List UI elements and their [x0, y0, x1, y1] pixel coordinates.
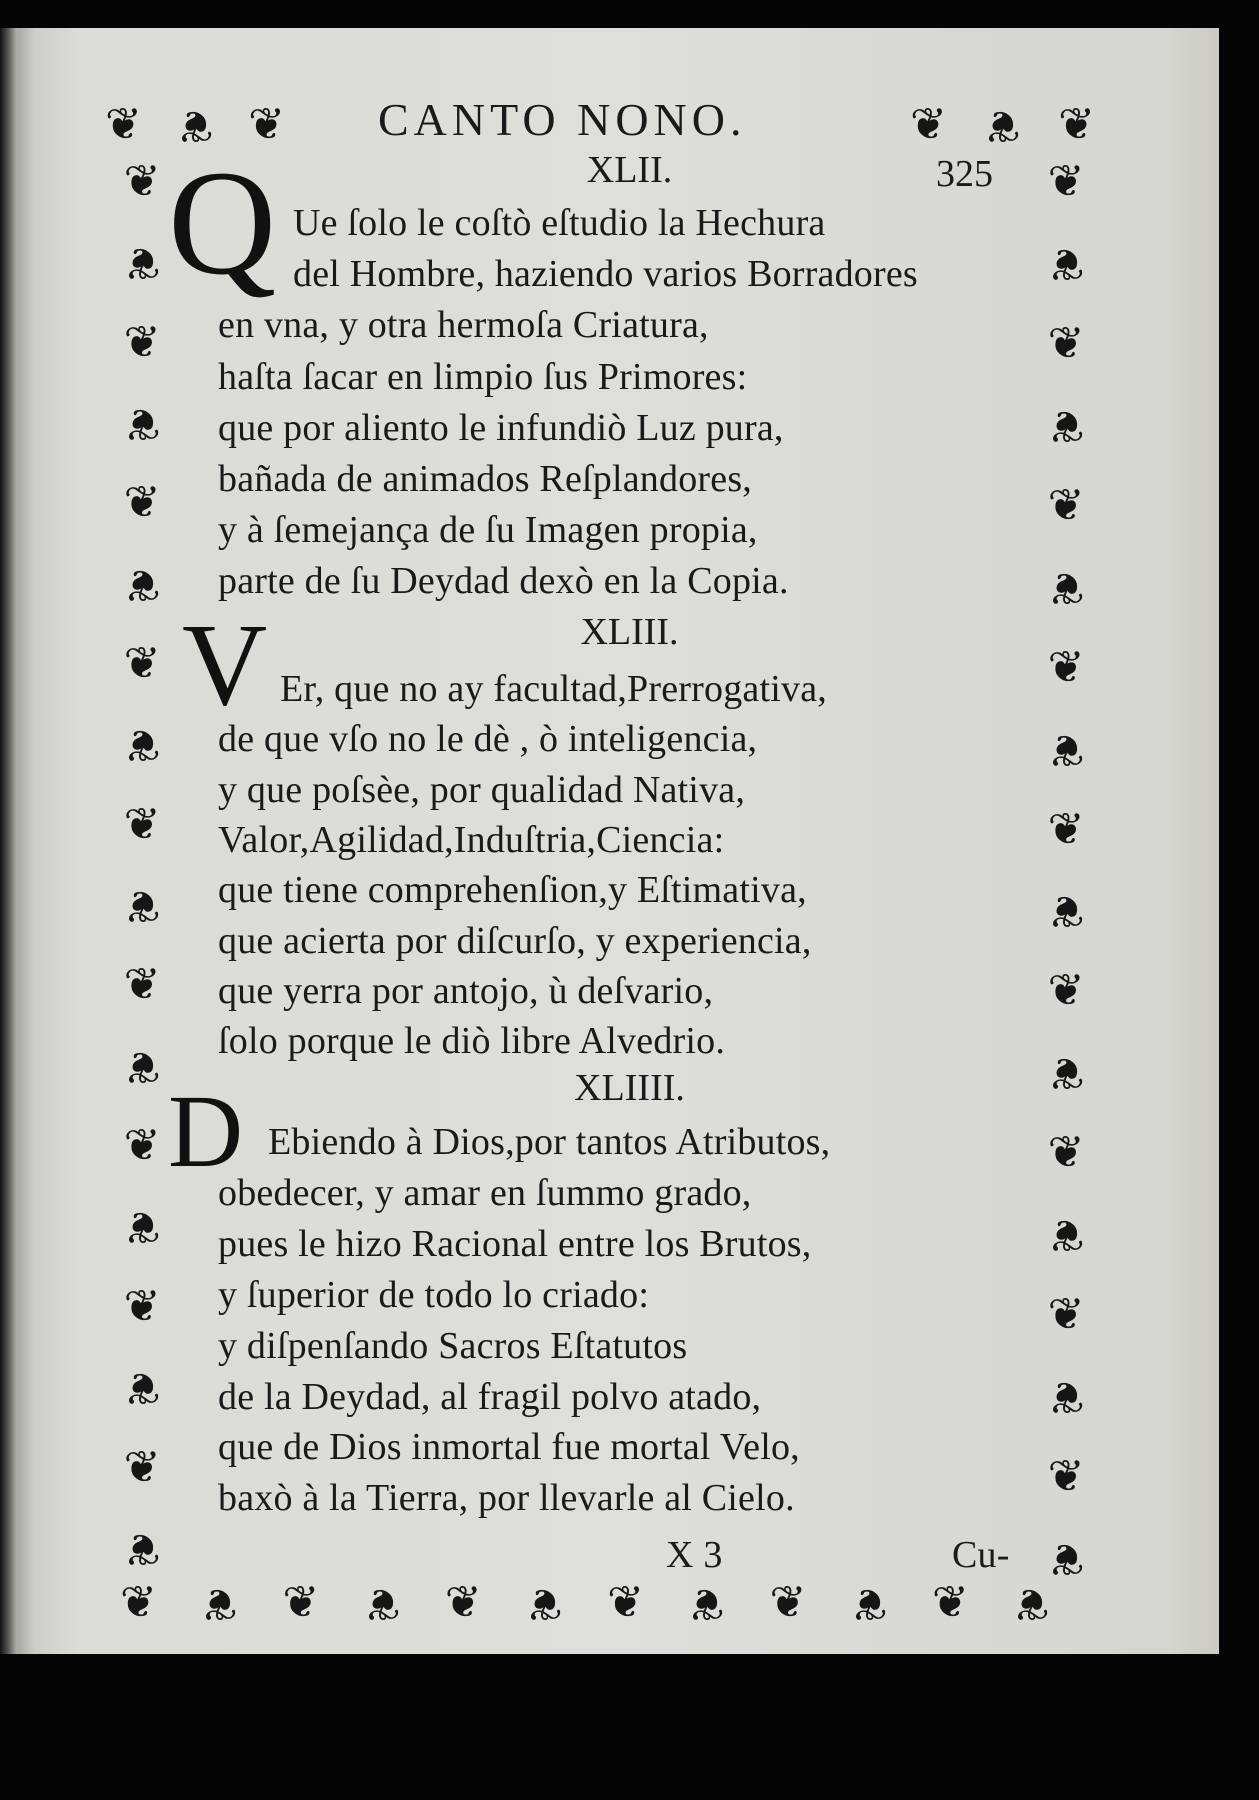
fleuron-icon: ❦ — [1047, 156, 1085, 207]
verse-line: Ue ſolo le coſtò eſtudio la Hechura — [293, 202, 826, 244]
verse-line: que por aliento le infundiò Luz pura, — [218, 406, 784, 449]
fleuron-icon: ❦ — [1047, 479, 1085, 531]
fleuron-icon: ❦ — [201, 1578, 239, 1629]
right-border-ornaments — [1036, 156, 1096, 1584]
fleuron-icon: ❦ — [1047, 1047, 1085, 1099]
fleuron-icon: ❦ — [123, 398, 161, 450]
fleuron-icon: ❦ — [1047, 1127, 1085, 1179]
fleuron-icon: ❦ — [1047, 1532, 1085, 1584]
fleuron-icon: ❦ — [984, 100, 1021, 151]
drop-cap: V — [182, 599, 268, 730]
fleuron-icon: ❦ — [525, 1578, 563, 1629]
page-number: 325 — [936, 153, 993, 195]
fleuron-icon: ❦ — [1047, 723, 1085, 775]
fleuron-icon: ❦ — [123, 477, 161, 529]
drop-cap: D — [168, 1074, 244, 1189]
fleuron-icon: ❦ — [1047, 1209, 1085, 1261]
verse-line: que tiene comprehenſion,y Eſtimativa, — [218, 869, 807, 912]
fleuron-icon: ❦ — [1047, 317, 1085, 369]
verse-line: obedecer, y amar en ſummo grado, — [218, 1171, 752, 1214]
fleuron-icon: ❦ — [1047, 641, 1085, 693]
fleuron-icon: ❦ — [769, 1577, 807, 1628]
fleuron-icon: ❦ — [1047, 561, 1085, 613]
fleuron-icon: ❦ — [1047, 965, 1085, 1017]
fleuron-icon: ❦ — [1047, 1289, 1085, 1341]
fleuron-icon: ❦ — [123, 558, 161, 610]
fleuron-icon: ❦ — [123, 1522, 161, 1574]
verse-line: que acierta por diſcurſo, y experiencia, — [218, 919, 812, 962]
fleuron-icon: ❦ — [931, 1577, 969, 1628]
verse-line: haſta ſacar en limpio ſus Primores: — [218, 355, 748, 398]
catchword: Cu- — [952, 1534, 1010, 1576]
fleuron-icon: ❦ — [123, 1441, 161, 1493]
verse-line: en vna, y otra hermoſa Criatura, — [218, 304, 709, 347]
fleuron-icon: ❦ — [1013, 1578, 1050, 1629]
verse-line: y à ſemejança de ſu Imagen propia, — [218, 509, 758, 552]
fleuron-icon: ❦ — [1047, 1371, 1085, 1423]
verse-line: que de Dios inmortal fue mortal Velo, — [218, 1426, 800, 1469]
verse-line: que yerra por antojo, ù deſvario, — [218, 969, 714, 1012]
fleuron-icon: ❦ — [1047, 885, 1085, 937]
fleuron-icon: ❦ — [1058, 99, 1095, 150]
fleuron-icon: ❦ — [688, 1578, 726, 1629]
fleuron-icon: ❦ — [105, 99, 142, 150]
verse-line: ſolo porque le diò libre Alvedrio. — [218, 1020, 726, 1063]
fleuron-icon: ❦ — [1047, 237, 1085, 289]
stanza-number: XLIII. — [580, 611, 679, 653]
fleuron-icon: ❦ — [123, 237, 161, 289]
fleuron-icon: ❦ — [1047, 803, 1085, 855]
running-head: CANTO NONO. — [378, 94, 747, 145]
verse-line: y ſuperior de todo lo criado: — [218, 1273, 650, 1316]
fleuron-icon: ❦ — [910, 99, 947, 150]
left-border-ornaments — [112, 156, 172, 1574]
fleuron-icon: ❦ — [123, 798, 161, 850]
fleuron-icon: ❦ — [444, 1577, 482, 1628]
fleuron-icon: ❦ — [123, 638, 161, 690]
fleuron-icon: ❦ — [850, 1578, 888, 1629]
fleuron-icon: ❦ — [123, 719, 161, 771]
fleuron-icon: ❦ — [123, 156, 161, 207]
verse-line: pues le hizo Racional entre los Brutos, — [218, 1222, 812, 1265]
fleuron-icon: ❦ — [123, 1280, 161, 1332]
verse-line: parte de ſu Deydad dexò en la Copia. — [218, 560, 789, 603]
fleuron-icon: ❦ — [123, 1120, 161, 1172]
signature-mark: X 3 — [666, 1534, 723, 1576]
fleuron-icon: ❦ — [1047, 1451, 1085, 1502]
verse-line: de la Deydad, al fragil polvo atado, — [218, 1375, 762, 1418]
verse-line: de que vſo no le dè , ò inteligencia, — [218, 718, 758, 761]
verse-line: Ebiendo à Dios,por tantos Atributos, — [268, 1121, 831, 1163]
fleuron-icon: ❦ — [120, 1577, 157, 1628]
verse-line: y que poſsèe, por qualidad Nativa, — [218, 768, 746, 811]
fleuron-icon: ❦ — [123, 1362, 161, 1414]
verse-line: Er, que no ay facultad,Prerrogativa, — [280, 668, 827, 710]
fleuron-icon: ❦ — [282, 1577, 320, 1628]
fleuron-icon: ❦ — [123, 316, 161, 368]
fleuron-icon: ❦ — [1047, 399, 1085, 451]
fleuron-icon: ❦ — [363, 1578, 401, 1629]
fleuron-icon: ❦ — [123, 1040, 161, 1092]
verse-line: y diſpenſando Sacros Eſtatutos — [218, 1324, 688, 1367]
fleuron-icon: ❦ — [123, 959, 161, 1011]
verse-line: del Hombre, haziendo varios Borradores — [293, 253, 918, 296]
drop-cap: Q — [168, 140, 277, 306]
fleuron-icon: ❦ — [248, 99, 285, 150]
fleuron-icon: ❦ — [123, 1201, 161, 1253]
fleuron-icon: ❦ — [607, 1577, 644, 1628]
top-ornament-right — [910, 99, 1095, 151]
verse-line: Valor,Agilidad,Induſtria,Ciencia: — [218, 818, 725, 861]
stanza-number: XLIIII. — [574, 1067, 685, 1109]
fleuron-icon: ❦ — [123, 880, 161, 932]
verse-line: bañada de animados Reſplandores, — [218, 458, 753, 500]
bottom-border-ornaments — [120, 1578, 1050, 1628]
verse-line: baxò à la Tierra, por llevarle al Cielo. — [218, 1477, 795, 1520]
stanza-number: XLII. — [586, 149, 673, 191]
fleuron-icon: ❦ — [176, 100, 214, 151]
